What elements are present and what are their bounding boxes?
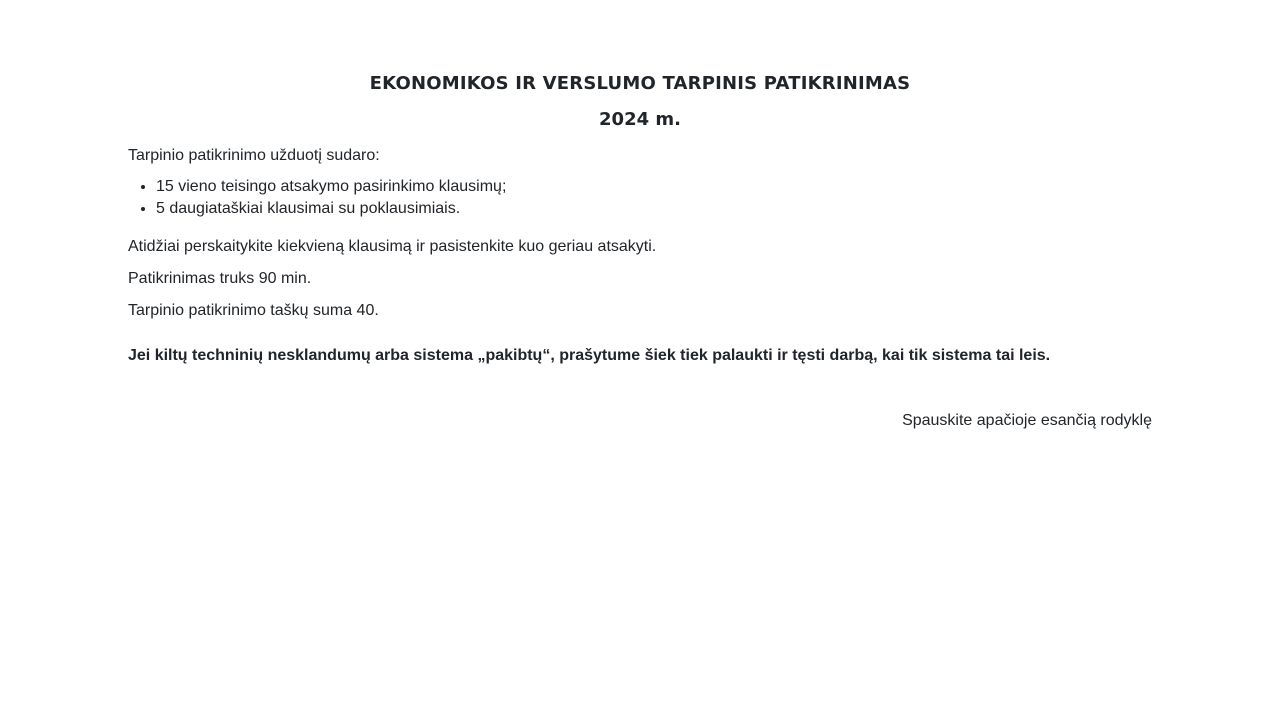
exam-year: 2024 m. <box>599 109 681 130</box>
duration-text: Patikrinimas truks 90 min. <box>128 270 312 287</box>
technical-warning-text: Jei kiltų techninių nesklandumų arba sistema „pakibtų“, prašytume šiek tiek palaukti ir tęsti darbą, kai tik sistema tai leis. <box>128 347 1051 364</box>
instructions-content <box>128 70 1152 433</box>
task-composition-list <box>128 176 1152 220</box>
next-arrow-hint: Spauskite apačioje esančią rodyklę <box>902 412 1152 429</box>
task-composition-intro: Tarpinio patikrinimo užduotį sudaro: <box>128 147 380 164</box>
page-title: EKONOMIKOS IR VERSLUMO TARPINIS PATIKRINIMAS <box>369 73 911 94</box>
points-total-text: Tarpinio patikrinimo taškų suma 40. <box>128 302 379 319</box>
read-carefully-text: Atidžiai perskaitykite kiekvieną klausimą ir pasistenkite kuo geriau atsakyti. <box>128 238 657 255</box>
list-item: • 5 daugiataškiai klausimai su poklausimiais. <box>156 198 1152 220</box>
list-item: • 15 vieno teisingo atsakymo pasirinkimo klausimų; <box>156 176 1152 198</box>
